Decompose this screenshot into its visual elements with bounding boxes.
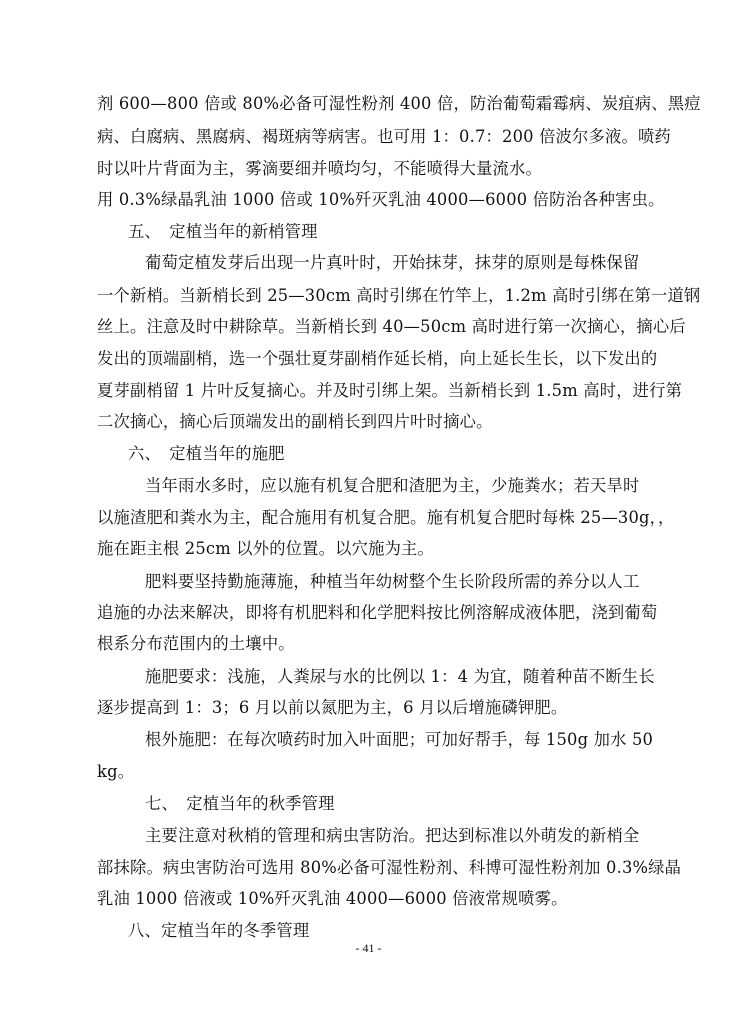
section-heading: 六、 定植当年的施肥 — [128, 444, 285, 463]
body-text-line: 逐步提高到 1：3；6 月以前以氮肥为主，6 月以后增施磷钾肥。 — [97, 698, 568, 717]
body-text-line: kg。 — [97, 762, 135, 781]
paragraph-first-line: 主要注意对秋梢的管理和病虫害防治。把达到标准以外萌发的新梢全 — [145, 826, 640, 845]
page-number: - 41 - — [355, 941, 382, 955]
paragraph-first-line: 葡萄定植发芽后出现一片真叶时，开始抹芽，抹芽的原则是每株保留 — [145, 253, 640, 272]
section-heading: 七、 定植当年的秋季管理 — [145, 794, 335, 813]
body-text-line: 发出的顶端副梢，选一个强壮夏芽副梢作延长梢，向上延长生长，以下发出的 — [97, 349, 658, 368]
body-text-line: 夏芽副梢留 1 片叶反复摘心。并及时引绑上架。当新梢长到 1.5m 高时，进行第 — [97, 381, 683, 400]
section-heading: 八、定植当年的冬季管理 — [128, 921, 310, 940]
body-text-line: 追施的办法来解决，即将有机肥料和化学肥料按比例溶解成液体肥，浇到葡萄 — [97, 603, 658, 622]
paragraph-first-line: 施肥要求：浅施，人粪尿与水的比例以 1：4 为宜，随着种苗不断生长 — [145, 667, 655, 686]
body-text-line: 根系分布范围内的土壤中。 — [97, 634, 295, 653]
body-text-line: 时以叶片背面为主，雾滴要细并喷均匀，不能喷得大量流水。 — [97, 159, 542, 178]
body-text-line: 丝上。注意及时中耕除草。当新梢长到 40—50cm 高时进行第一次摘心，摘心后 — [97, 317, 686, 336]
body-text-line: 病、白腐病、黑腐病、褐斑病等病害。也可用 1：0.7：200 倍波尔多液。喷药 — [97, 127, 671, 146]
body-text-line: 二次摘心，摘心后顶端发出的副梢长到四片叶时摘心。 — [97, 412, 493, 431]
body-text-line: 施在距主根 25cm 以外的位置。以穴施为主。 — [97, 539, 435, 558]
body-text-line: 用 0.3%绿晶乳油 1000 倍或 10%歼灭乳油 4000—6000 倍防治各种害虫。 — [97, 190, 665, 209]
paragraph-first-line: 肥料要坚持勤施薄施，种植当年幼树整个生长阶段所需的养分以人工 — [145, 572, 640, 591]
paragraph-first-line: 根外施肥：在每次喷药时加入叶面肥；可加好帮手，每 150g 加水 50 — [145, 730, 654, 749]
section-heading: 五、 定植当年的新梢管理 — [128, 222, 318, 241]
body-text-line: 部抹除。病虫害防治可选用 80%必备可湿性粉剂、科博可湿性粉剂加 0.3%绿晶 — [97, 858, 682, 877]
body-text-line: 一个新梢。当新梢长到 25—30cm 高时引绑在竹竿上，1.2m 高时引绑在第一道钢 — [97, 286, 701, 305]
body-text-line: 以施渣肥和粪水为主，配合施用有机复合肥。施有机复合肥时每株 25—30g，， — [97, 508, 675, 527]
body-text-line: 剂 600—800 倍或 80%必备可湿性粉剂 400 倍，防治葡萄霜霉病、炭疽病、黑痘 — [97, 94, 701, 113]
paragraph-first-line: 当年雨水多时，应以施有机复合肥和渣肥为主，少施粪水；若天旱时 — [145, 476, 640, 495]
body-text-line: 乳油 1000 倍液或 10%歼灭乳油 4000—6000 倍液常规喷雾。 — [97, 889, 568, 908]
